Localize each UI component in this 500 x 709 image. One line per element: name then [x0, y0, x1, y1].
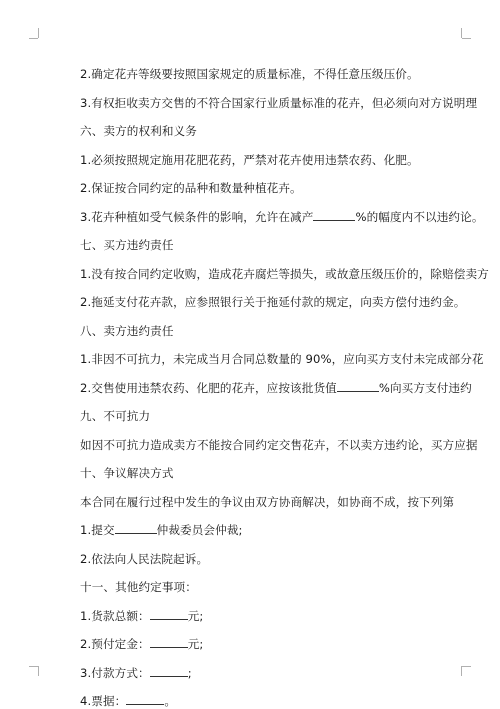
clause-10-1-text-before: 1.提交: [80, 523, 115, 537]
crop-mark-top-right-h: [462, 38, 471, 39]
section-7-heading: 七、买方违约责任: [80, 238, 174, 252]
clause-8-2-text-before: 2.交售使用违禁农药、化肥的花卉，应按该批货值: [80, 381, 337, 395]
payment-method-blank[interactable]: [150, 665, 188, 677]
clause-8-2: [80, 380, 472, 396]
clause-10-1: [80, 522, 243, 538]
clause-6-3-text-after: %的幅度内不以违约论。: [355, 210, 484, 224]
clause-11-1: [80, 608, 203, 624]
clause-11-3-text-before: 3.付款方式：: [80, 666, 150, 680]
total-amount-blank[interactable]: [150, 608, 188, 620]
clause-6-1: 1.必须按照规定施用花肥花药，严禁对花卉使用违禁农药、化肥。: [80, 153, 419, 167]
penalty-percent-blank[interactable]: [337, 380, 379, 392]
section-11-heading: 十一、其他约定事项：: [80, 580, 197, 594]
clause-11-1-text-after: 元;: [187, 609, 204, 623]
crop-mark-top-right-v: [461, 28, 462, 38]
crop-mark-bottom-right-h: [462, 666, 471, 667]
clause-5-3: 3.有权拒收卖方交售的不符合国家行业质量标准的花卉，但必须向对方说明理: [80, 96, 478, 110]
clause-11-3-text-after: ;: [187, 666, 192, 680]
clause-11-2-text-before: 2.预付定金：: [80, 637, 150, 651]
clause-11-2-text-after: 元;: [187, 637, 204, 651]
section-8-heading: 八、卖方违约责任: [80, 324, 174, 338]
crop-mark-bottom-left-h: [29, 666, 38, 667]
clause-11-4-text-after: 。: [164, 694, 177, 708]
deposit-amount-blank[interactable]: [150, 636, 188, 648]
clause-7-1: 1.没有按合同约定收购，造成花卉腐烂等损失，或故意压级压价的，除赔偿卖方: [80, 267, 489, 281]
section-10-heading: 十、争议解决方式: [80, 466, 174, 480]
clause-9-text: 如因不可抗力造成卖方不能按合同约定交售花卉，不以卖方违约论，买方应据: [80, 438, 478, 452]
clause-10-text: 本合同在履行过程中发生的争议由双方协商解决，如协商不成，按下列第: [80, 495, 455, 509]
clause-11-4-text-before: 4.票据：: [80, 694, 127, 708]
clause-11-3: [80, 665, 192, 681]
clause-7-2: 2.拖延支付花卉款，应参照银行关于拖延付款的规定，向卖方偿付违约金。: [80, 295, 466, 309]
clause-8-2-text-after: %向买方支付违约: [378, 381, 472, 395]
clause-10-1-text-after: 仲裁委员会仲裁;: [156, 523, 243, 537]
crop-mark-bottom-right-v: [461, 666, 462, 676]
clause-6-3: [80, 209, 484, 225]
clause-11-2: [80, 636, 203, 652]
clause-11-1-text-before: 1.货款总额：: [80, 609, 150, 623]
clause-8-1: 1.非因不可抗力，未完成当月合同总数量的 90%，应向买方支付未完成部分花: [80, 352, 484, 366]
invoice-blank[interactable]: [126, 693, 164, 705]
crop-mark-top-left-v: [38, 28, 39, 38]
crop-mark-top-left-h: [29, 38, 38, 39]
clause-6-3-text-before: 3.花卉种植如受气候条件的影响，允许在减产: [80, 210, 314, 224]
crop-mark-bottom-left-v: [38, 666, 39, 676]
section-6-heading: 六、卖方的权利和义务: [80, 124, 197, 138]
section-9-heading: 九、不可抗力: [80, 409, 151, 423]
reduction-percent-blank[interactable]: [313, 209, 355, 221]
clause-10-2: 2.依法向人民法院起诉。: [80, 552, 209, 566]
arbitration-committee-blank[interactable]: [115, 522, 157, 534]
clause-5-2: 2.确定花卉等级要按照国家规定的质量标准，不得任意压级压价。: [80, 67, 419, 81]
clause-6-2: 2.保证按合同约定的品种和数量种植花卉。: [80, 181, 302, 195]
